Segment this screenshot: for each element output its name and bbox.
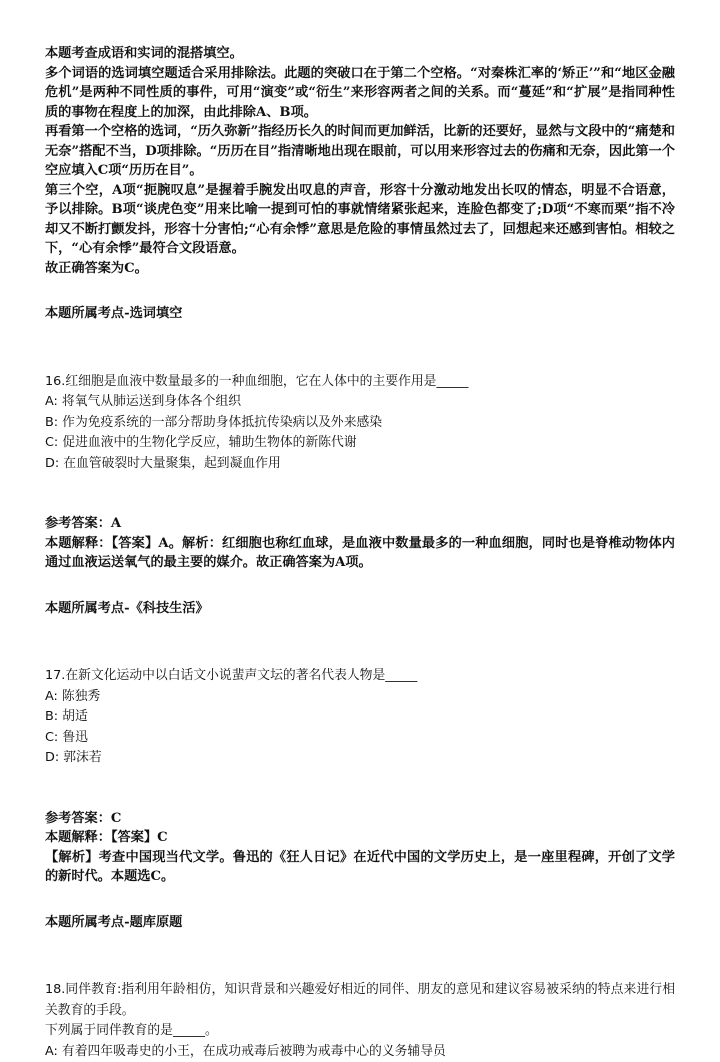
analysis-line: 故正确答案为C。 — [45, 259, 675, 279]
question-17 — [45, 666, 675, 769]
question-prompt: 下列属于同伴教育的是_____。 — [45, 1021, 675, 1042]
document-page — [45, 44, 675, 1062]
question-stem: 17.在新文化运动中以白话文小说蜚声文坛的著名代表人物是_____ — [45, 666, 675, 687]
q15-analysis — [45, 44, 675, 278]
analysis-line: 第三个空，A项“扼腕叹息”是握着手腕发出叹息的声音，形容十分激动地发出长叹的情态，明显不合语意，予以排除。B项“谈虎色变”用来比喻一提到可怕的事就情绪紧张起来，连脸色都变了;D项“不寒而栗”指不冷却又不断打颤发抖，形容十分害怕;“心有余悸”意思是危险的事情虽然过去了，回想起来还感到害怕。相较之下，“心有余悸”最符合文段语意。 — [45, 181, 675, 259]
option-a: A: 有着四年吸毒史的小王，在成功戒毒后被聘为戒毒中心的义务辅导员 — [45, 1042, 675, 1062]
question-stem: 16.红细胞是血液中数量最多的一种血细胞，它在人体中的主要作用是_____ — [45, 372, 675, 393]
option-a: A: 将氧气从肺运送到身体各个组织 — [45, 392, 675, 413]
question-stem: 18.同伴教育:指利用年龄相仿，知识背景和兴趣爱好相近的同伴、朋友的意见和建议容易被采纳的特点来进行相关教育的手段。 — [45, 980, 675, 1021]
analysis-line: 再看第一个空格的选词，“历久弥新”指经历长久的时间而更加鲜活，比新的还要好，显然与文段中的“痛楚和无奈”搭配不当，D项排除。“历历在目”指清晰地出现在眼前，可以用来形容过去的伤痛和无奈，因此第一个空应填入C项“历历在目”。 — [45, 122, 675, 181]
q17-explanation: 【解析】考查中国现当代文学。鲁迅的《狂人日记》在近代中国的文学历史上，是一座里程碑，开创了文学的新时代。本题选C。 — [45, 848, 675, 887]
question-18 — [45, 980, 675, 1062]
option-c: C: 鲁迅 — [45, 728, 675, 749]
question-16 — [45, 372, 675, 475]
option-a: A: 陈独秀 — [45, 687, 675, 708]
option-b: B: 作为免疫系统的一部分帮助身体抵抗传染病以及外来感染 — [45, 413, 675, 434]
q17-answer: 参考答案：C — [45, 809, 675, 829]
option-c: C: 促进血液中的生物化学反应，辅助生物体的新陈代谢 — [45, 433, 675, 454]
q16-answer: 参考答案：A — [45, 514, 675, 534]
q16-point: 本题所属考点-《科技生活》 — [45, 599, 675, 619]
option-d: D: 在血管破裂时大量聚集，起到凝血作用 — [45, 454, 675, 475]
analysis-line: 本题考查成语和实词的混搭填空。 — [45, 44, 675, 64]
q15-point: 本题所属考点-选词填空 — [45, 304, 675, 324]
q17-explanation-head: 本题解释：【答案】C — [45, 828, 675, 848]
option-b: B: 胡适 — [45, 707, 675, 728]
analysis-line: 多个词语的选词填空题适合采用排除法。此题的突破口在于第二个空格。“对秦株汇率的‘矫正’”和“地区金融危机”是两种不同性质的事件，可用“演变”或“衍生”来形容两者之间的关系。而“蔓延”和“扩展”是指同种性质的事物在程度上的加深，由此排除A、B项。 — [45, 64, 675, 123]
q16-explanation: 本题解释：【答案】A。解析：红细胞也称红血球，是血液中数量最多的一种血细胞，同时也是脊椎动物体内通过血液运送氧气的最主要的媒介。故正确答案为A项。 — [45, 534, 675, 573]
option-d: D: 郭沫若 — [45, 748, 675, 769]
q17-point: 本题所属考点-题库原题 — [45, 913, 675, 933]
